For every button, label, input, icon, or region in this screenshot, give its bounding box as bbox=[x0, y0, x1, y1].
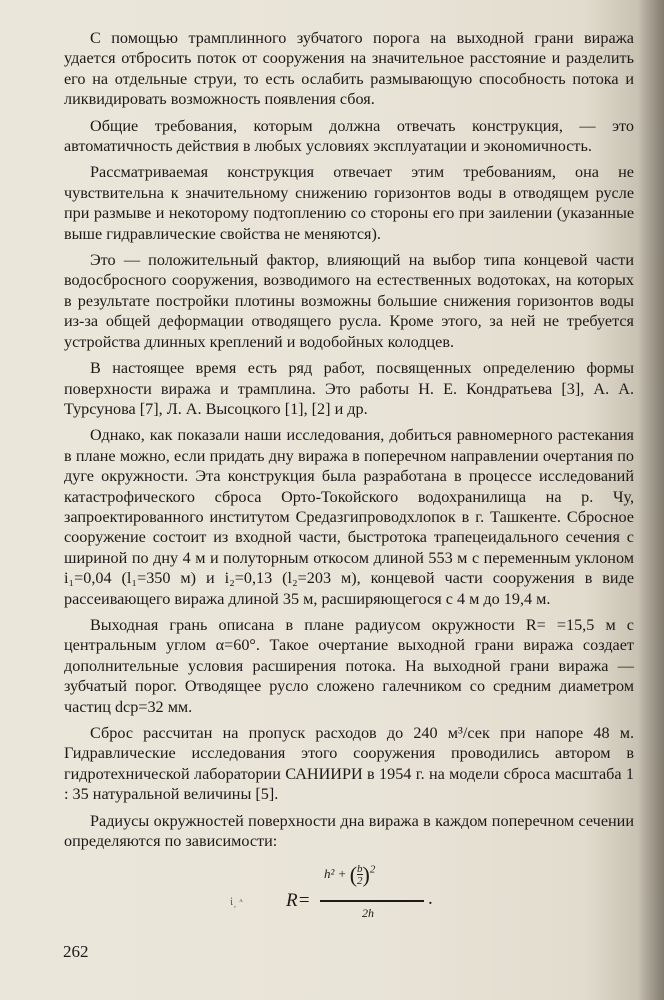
paragraph-7: Выходная грань описана в плане радиусом окружности R= =15,5 м с центральным углом α=60°. Такое очертание выходной грани виража создает дополнительные условия расширения потока. На выходной грани виража — зубчатый порог. Отводящее русло сложено галечником со средним диаметром частиц dср=32 мм. bbox=[64, 615, 634, 716]
binding-shadow bbox=[638, 0, 664, 1000]
formula-margin-marks: ἰ͵ ᶺ bbox=[230, 896, 243, 908]
formula-h-squared: h² bbox=[324, 866, 335, 881]
paragraph-2: Общие требования, которым должна отвечать конструкция, — это автоматичность действия в любых условиях эксплуатации и экономичность. bbox=[64, 116, 634, 156]
paragraph-3: Рассматриваемая конструкция отвечает этим требованиям, она не чувствительна к значительному снижению горизонтов воды в отводящем русле при размыве и некоторому подтоплению со стороны его при заилении (указанные выше гидравлические свойства не меняются). bbox=[64, 163, 634, 243]
formula-exponent: 2 bbox=[369, 863, 376, 876]
paragraph-4: Это — положительный фактор, влияющий на выбор типа концевой части водосбросного сооружения, возводимого на естественных водотоках, на которых в результате постройки плотины возможны большие снижения горизонтов воды из-за общей деформации отводящего русла. Кроме этого, за ней не требуется устройства длинных креплений и водобойных колодцев. bbox=[64, 251, 634, 351]
formula-lhs: R= bbox=[286, 890, 311, 911]
fraction-bar bbox=[320, 900, 424, 902]
formula-numerator bbox=[324, 862, 375, 888]
page-number: 262 bbox=[63, 942, 89, 961]
paragraph-5: В настоящее время есть ряд работ, посвященных определению формы поверхности виража и трамплина. Это работы Н. Е. Кондратьева [3], А. А. Турсунова [7], Л. А. Высоцкого [1], [2] и др. bbox=[64, 359, 634, 418]
formula-denominator: 2h bbox=[362, 906, 374, 920]
paragraph-9: Радиусы окружностей поверхности дна виража в каждом поперечном сечении определяются по зависимости: bbox=[64, 811, 634, 851]
formula-plus: + bbox=[337, 866, 347, 881]
body-text bbox=[64, 28, 634, 857]
formula-period: . bbox=[428, 888, 433, 909]
paragraph-6: Однако, как показали наши исследования, добиться равномерного растекания в плане можно, если придать дну виража в поперечном направлении очертания по дуге окружности. Эта конструкция была разработана в процессе исследований катастрофического сброса Орто-Токойского водохранилища на р. Чу, запроектированного институтом Средазгипроводхлопок в г. Ташкенте. Сбросное сооружение состоит из входной части, быстротока трапецеидального сечения с шириной по дну 4 м и полуторным откосом длиной 553 м с переменным уклоном i₁=0,04 (l₁=350 м) и i₂=0,13 (l₂=203 м), концевой части сооружения в виде рассеивающего виража длиной 35 м, расширяющегося с 4 м до 19,4 м. bbox=[64, 426, 634, 608]
formula-close-paren: ) bbox=[362, 862, 370, 887]
formula-open-paren: ( bbox=[349, 862, 358, 887]
formula-b: b bbox=[357, 863, 363, 876]
paragraph-8: Сброс рассчитан на пропуск расходов до 240 м³/сек при напоре 48 м. Гидравлические исследования этого сооружения проводились автором в гидротехнической лаборатории САНИИРИ в 1954 г. на модели сброса масштаба 1 : 35 натуральной величины [5]. bbox=[64, 724, 634, 804]
formula-two: 2 bbox=[357, 875, 363, 888]
radius-formula bbox=[230, 862, 490, 932]
paragraph-1: С помощью трамплинного зубчатого порога на выходной грани виража удается отбросить поток от сооружения на значительное расстояние и разделить его на отдельные струи, то есть ослабить размывающую способность потока и ликвидировать возможность появления сбоя. bbox=[64, 29, 634, 109]
